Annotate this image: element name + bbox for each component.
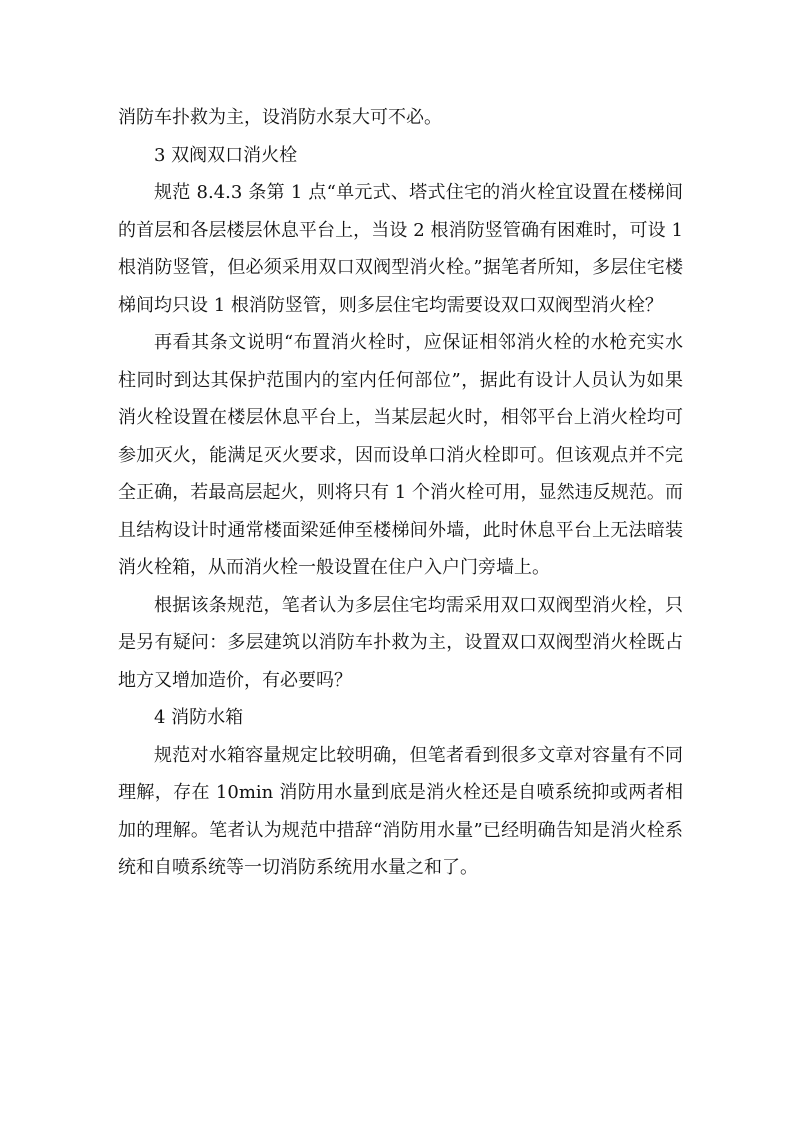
paragraph-spec-8-4-3: 规范 8.4.3 条第 1 点“单元式、塔式住宅的消火栓宜设置在楼梯间的首层和各层楼层休息平台上，当设 2 根消防竖管确有困难时，可设 1 根消防竖管，但必须采用双口双阀型消火栓。”据笔者所知，多层住宅楼梯间均只设 1 根消防竖管，则多层住宅均需要设双口双阀型消火栓？ bbox=[118, 182, 683, 316]
section-heading-3: 3 双阀双口消火栓 bbox=[154, 144, 298, 166]
document-body bbox=[118, 99, 683, 887]
paragraph-clause-explanation: 再看其条文说明“布置消火栓时，应保证相邻消火栓的水枪充实水柱同时到达其保护范围内的室内任何部位”，据此有设计人员认为如果消火栓设置在楼层休息平台上，当某层起火时，相邻平台上消火栓均可参加灭火，能满足灭火要求，因而设单口消火栓即可。但该观点并不完全正确，若最高层起火，则将只有 1 个消火栓可用，显然违反规范。而且结构设计时通常楼面梁延伸至楼梯间外墙，此时休息平台上无法暗装消火栓箱，从而消火栓一般设置在住户入户门旁墙上。 bbox=[118, 332, 683, 578]
paragraph-continuation: 消防车扑救为主，设消防水泵大可不必。 bbox=[118, 107, 442, 128]
section-heading-4: 4 消防水箱 bbox=[154, 707, 244, 728]
paragraph-water-tank: 规范对水箱容量规定比较明确，但笔者看到很多文章对容量有不同理解，存在 10min 消防用水量到底是消火栓还是自喷系统抑或两者相加的理解。笔者认为规范中措辞“消防用水量”已经明确告知是消火栓系统和自喷系统等一切消防系统用水量之和了。 bbox=[118, 744, 683, 878]
paragraph-author-opinion: 根据该条规范，笔者认为多层住宅均需采用双口双阀型消火栓，只是另有疑问：多层建筑以消防车扑救为主，设置双口双阀型消火栓既占地方又增加造价，有必要吗？ bbox=[118, 594, 683, 691]
